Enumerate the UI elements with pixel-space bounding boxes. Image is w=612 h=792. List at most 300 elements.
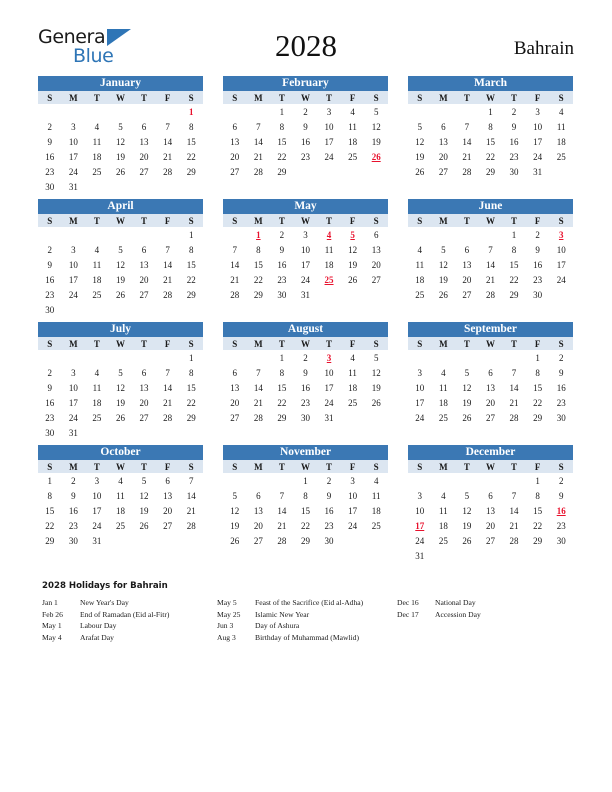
- day-cell: 12: [115, 136, 125, 147]
- logo-general-text: General: [38, 26, 111, 48]
- day-cell: 6: [256, 490, 261, 501]
- day-cell-empty: [549, 164, 573, 179]
- day-cell: 11: [92, 259, 102, 270]
- day-cell: 7: [256, 367, 261, 378]
- day-cell: 21: [509, 397, 519, 408]
- day-cell-holiday: 3: [558, 229, 564, 240]
- day-cell: 19: [139, 505, 149, 516]
- day-cell: 6: [141, 121, 147, 132]
- day-cell: 23: [300, 151, 310, 162]
- day-cell: 17: [68, 397, 78, 408]
- week-row: [408, 473, 573, 488]
- day-cell: 7: [165, 121, 170, 132]
- weekday-header-cell: T: [317, 91, 341, 104]
- day-cell: 23: [45, 166, 55, 177]
- day-cell-empty: [156, 179, 180, 194]
- day-cell: 19: [462, 520, 472, 531]
- month-name-label: July: [38, 322, 203, 337]
- day-cell: 22: [277, 397, 287, 408]
- day-cell: 9: [558, 490, 564, 501]
- month-name-label: August: [223, 322, 388, 337]
- month-table: [38, 337, 203, 440]
- day-cell: 25: [556, 151, 566, 162]
- holiday-date: May 1: [42, 621, 62, 631]
- day-cell: 9: [558, 367, 564, 378]
- day-cell: 5: [141, 475, 147, 486]
- day-cell: 16: [324, 505, 334, 516]
- weekday-header-cell: S: [38, 91, 62, 104]
- weekday-header-cell: W: [109, 91, 133, 104]
- day-cell: 15: [533, 382, 543, 393]
- month-table: [223, 214, 388, 302]
- holidays-column: [397, 597, 572, 643]
- month-block-january: [38, 76, 203, 199]
- day-cell-holiday: 25: [324, 274, 334, 285]
- page-header: [38, 24, 574, 68]
- day-cell: 6: [488, 490, 493, 501]
- day-cell: 6: [441, 121, 446, 132]
- week-row: [38, 473, 203, 488]
- day-cell: 24: [300, 274, 310, 285]
- weekday-header-cell: F: [156, 460, 180, 473]
- day-cell-empty: [109, 227, 133, 242]
- week-row: [38, 380, 203, 395]
- month-table: [408, 337, 573, 425]
- day-cell: 17: [324, 136, 334, 147]
- day-cell: 4: [373, 475, 379, 486]
- day-cell: 10: [68, 136, 78, 147]
- holiday-name: Arafat Day: [80, 632, 114, 642]
- day-cell-empty: [156, 227, 180, 242]
- holiday-list-item: [397, 609, 572, 621]
- week-row: [223, 104, 388, 119]
- week-row: [223, 149, 388, 164]
- day-cell-empty: [479, 350, 503, 365]
- day-cell: 1: [535, 475, 540, 486]
- day-cell-holiday: 3: [326, 352, 332, 363]
- weekday-header-cell: S: [408, 91, 432, 104]
- day-cell: 27: [230, 412, 240, 423]
- weekday-header-cell: S: [223, 337, 247, 350]
- weekday-header-cell: T: [270, 337, 294, 350]
- holiday-list-item: [42, 620, 217, 632]
- day-cell-empty: [341, 410, 365, 425]
- week-row: [38, 395, 203, 410]
- day-cell: 30: [277, 289, 287, 300]
- weekday-header-cell: F: [156, 91, 180, 104]
- day-cell-empty: [223, 227, 247, 242]
- holiday-name: Birthday of Muhammad (Mawlid): [255, 632, 359, 642]
- day-cell: 31: [68, 181, 78, 192]
- day-cell: 30: [556, 412, 566, 423]
- month-table: [38, 214, 203, 317]
- day-cell-empty: [341, 287, 365, 302]
- month-name-label: April: [38, 199, 203, 214]
- week-row: [38, 410, 203, 425]
- day-cell: 17: [556, 259, 566, 270]
- weekday-header-row: [38, 460, 203, 473]
- day-cell-empty: [85, 227, 109, 242]
- day-cell: 28: [277, 535, 287, 546]
- day-cell: 23: [324, 520, 334, 531]
- day-cell-empty: [132, 302, 156, 317]
- day-cell-empty: [179, 425, 203, 440]
- day-cell: 31: [68, 427, 78, 438]
- day-cell: 29: [253, 289, 263, 300]
- week-row: [223, 488, 388, 503]
- day-cell: 8: [511, 244, 517, 255]
- weekday-header-cell: W: [294, 91, 318, 104]
- holiday-date: May 25: [217, 609, 241, 619]
- day-cell: 21: [253, 397, 263, 408]
- day-cell-empty: [432, 548, 456, 563]
- day-cell: 13: [230, 382, 240, 393]
- day-cell: 7: [511, 367, 517, 378]
- day-cell: 12: [462, 505, 472, 516]
- holiday-list-item: [42, 632, 217, 644]
- weekday-header-cell: M: [432, 214, 456, 227]
- day-cell: 16: [68, 505, 78, 516]
- weekday-header-cell: T: [132, 214, 156, 227]
- day-cell: 10: [68, 382, 78, 393]
- day-cell: 8: [279, 367, 285, 378]
- day-cell: 24: [348, 520, 358, 531]
- day-cell: 26: [139, 520, 149, 531]
- day-cell: 29: [186, 166, 196, 177]
- weekday-header-row: [223, 460, 388, 473]
- weekday-header-cell: M: [247, 214, 271, 227]
- month-table: [38, 460, 203, 548]
- day-cell: 28: [163, 289, 173, 300]
- week-row: [408, 257, 573, 272]
- day-cell: 22: [253, 274, 263, 285]
- day-cell: 11: [348, 121, 357, 132]
- day-cell: 14: [253, 136, 263, 147]
- day-cell: 26: [371, 397, 381, 408]
- day-cell-empty: [223, 350, 247, 365]
- day-cell: 31: [533, 166, 543, 177]
- day-cell: 20: [230, 151, 240, 162]
- day-cell: 15: [186, 382, 196, 393]
- day-cell: 25: [438, 535, 448, 546]
- week-row: [38, 242, 203, 257]
- day-cell: 15: [533, 505, 543, 516]
- day-cell: 29: [533, 535, 543, 546]
- weekday-header-cell: S: [223, 214, 247, 227]
- day-cell: 30: [556, 535, 566, 546]
- day-cell: 13: [371, 244, 381, 255]
- holidays-column: [217, 597, 397, 643]
- day-cell: 10: [415, 382, 425, 393]
- week-row: [38, 287, 203, 302]
- week-row: [38, 149, 203, 164]
- day-cell: 23: [300, 397, 310, 408]
- weekday-header-cell: W: [479, 460, 503, 473]
- day-cell-empty: [408, 104, 432, 119]
- day-cell: 24: [68, 289, 78, 300]
- weekday-header-cell: S: [223, 460, 247, 473]
- day-cell-empty: [109, 533, 133, 548]
- day-cell: 23: [556, 397, 566, 408]
- day-cell: 26: [438, 289, 448, 300]
- day-cell: 13: [485, 382, 495, 393]
- day-cell-empty: [85, 179, 109, 194]
- weekday-header-cell: T: [85, 460, 109, 473]
- day-cell: 26: [115, 289, 125, 300]
- weekday-header-cell: S: [179, 214, 203, 227]
- week-row: [223, 503, 388, 518]
- week-row: [223, 272, 388, 287]
- week-row: [38, 533, 203, 548]
- day-cell: 16: [277, 259, 287, 270]
- day-cell: 27: [253, 535, 263, 546]
- day-cell: 14: [462, 136, 472, 147]
- day-cell: 8: [47, 490, 53, 501]
- day-cell: 10: [348, 490, 358, 501]
- day-cell: 27: [139, 166, 149, 177]
- weekday-header-row: [223, 214, 388, 227]
- day-cell-empty: [156, 425, 180, 440]
- week-row: [223, 518, 388, 533]
- weekday-header-cell: M: [247, 460, 271, 473]
- day-cell: 2: [303, 352, 308, 363]
- weekday-header-cell: T: [270, 91, 294, 104]
- day-cell: 18: [324, 259, 334, 270]
- day-cell: 2: [303, 106, 308, 117]
- day-cell: 17: [415, 397, 425, 408]
- day-cell: 1: [279, 352, 285, 363]
- day-cell: 5: [373, 352, 379, 363]
- day-cell: 13: [230, 136, 240, 147]
- day-cell: 12: [371, 121, 381, 132]
- weekday-header-cell: M: [62, 91, 86, 104]
- day-cell-empty: [85, 350, 109, 365]
- day-cell: 15: [300, 505, 310, 516]
- day-cell: 29: [509, 289, 519, 300]
- weekday-header-cell: W: [109, 460, 133, 473]
- day-cell: 4: [94, 244, 100, 255]
- day-cell: 2: [558, 352, 564, 363]
- day-cell: 20: [139, 274, 149, 285]
- weekday-header-cell: F: [526, 214, 550, 227]
- day-cell: 25: [371, 520, 381, 531]
- day-cell-empty: [62, 104, 86, 119]
- day-cell: 10: [415, 505, 425, 516]
- day-cell-empty: [408, 227, 432, 242]
- week-row: [223, 164, 388, 179]
- day-cell: 7: [165, 244, 170, 255]
- day-cell: 12: [115, 382, 125, 393]
- day-cell: 2: [47, 121, 53, 132]
- day-cell: 27: [438, 166, 448, 177]
- day-cell: 3: [350, 475, 355, 486]
- week-row: [408, 149, 573, 164]
- weekday-header-cell: S: [364, 214, 388, 227]
- week-row: [408, 242, 573, 257]
- day-cell: 24: [92, 520, 102, 531]
- weekday-header-row: [38, 214, 203, 227]
- day-cell: 4: [94, 367, 100, 378]
- day-cell: 18: [92, 397, 102, 408]
- weekday-header-cell: F: [156, 214, 180, 227]
- day-cell: 18: [348, 136, 358, 147]
- month-name-label: March: [408, 76, 573, 91]
- day-cell: 28: [163, 412, 173, 423]
- day-cell: 24: [556, 274, 566, 285]
- month-block-february: [223, 76, 388, 199]
- weekday-header-cell: W: [479, 214, 503, 227]
- day-cell: 26: [348, 274, 358, 285]
- day-cell-empty: [109, 104, 133, 119]
- day-cell-empty: [132, 179, 156, 194]
- weekday-header-cell: F: [526, 337, 550, 350]
- day-cell-empty: [223, 473, 247, 488]
- holiday-name: Islamic New Year: [255, 609, 310, 619]
- day-cell: 25: [115, 520, 125, 531]
- week-row: [38, 350, 203, 365]
- weekday-header-cell: S: [364, 460, 388, 473]
- day-cell: 5: [118, 244, 123, 255]
- day-cell: 29: [533, 412, 543, 423]
- day-cell: 12: [462, 382, 472, 393]
- day-cell: 19: [230, 520, 240, 531]
- weekday-header-cell: S: [408, 337, 432, 350]
- weekday-header-cell: W: [479, 337, 503, 350]
- day-cell: 14: [509, 505, 519, 516]
- day-cell-empty: [408, 350, 432, 365]
- day-cell-empty: [526, 548, 550, 563]
- month-block-october: [38, 445, 203, 568]
- day-cell: 28: [253, 166, 263, 177]
- week-row: [223, 350, 388, 365]
- day-cell-empty: [62, 227, 86, 242]
- day-cell: 17: [68, 151, 78, 162]
- day-cell: 9: [47, 259, 53, 270]
- week-row: [223, 134, 388, 149]
- day-cell: 13: [462, 259, 472, 270]
- week-row: [38, 104, 203, 119]
- day-cell: 28: [509, 535, 519, 546]
- weekday-header-cell: T: [455, 91, 479, 104]
- day-cell: 20: [230, 397, 240, 408]
- day-cell-empty: [432, 227, 456, 242]
- day-cell: 6: [373, 229, 379, 240]
- day-cell: 11: [556, 121, 566, 132]
- weekday-header-cell: W: [294, 214, 318, 227]
- day-cell: 17: [348, 505, 358, 516]
- day-cell: 25: [415, 289, 425, 300]
- day-cell: 15: [186, 136, 196, 147]
- day-cell: 14: [509, 382, 519, 393]
- day-cell: 20: [371, 259, 381, 270]
- day-cell-empty: [156, 104, 180, 119]
- day-cell: 30: [45, 427, 55, 438]
- day-cell: 17: [300, 259, 310, 270]
- day-cell: 6: [141, 367, 147, 378]
- holiday-name: Feast of the Sacrifice (Eid al-Adha): [255, 598, 364, 607]
- day-cell: 9: [326, 490, 332, 501]
- day-cell-empty: [408, 473, 432, 488]
- weekday-header-cell: S: [549, 214, 573, 227]
- month-table: [408, 214, 573, 302]
- day-cell-holiday: 16: [556, 505, 566, 516]
- day-cell: 20: [485, 397, 495, 408]
- weekday-header-cell: T: [502, 460, 526, 473]
- day-cell-empty: [502, 473, 526, 488]
- weekday-header-row: [408, 337, 573, 350]
- day-cell: 17: [533, 136, 543, 147]
- day-cell: 20: [462, 274, 472, 285]
- day-cell: 23: [509, 151, 519, 162]
- day-cell: 1: [47, 475, 53, 486]
- day-cell-empty: [341, 533, 365, 548]
- day-cell: 12: [348, 244, 358, 255]
- weekday-header-cell: S: [38, 337, 62, 350]
- weekday-header-cell: T: [132, 460, 156, 473]
- day-cell-empty: [156, 302, 180, 317]
- week-row: [223, 257, 388, 272]
- day-cell: 27: [230, 166, 240, 177]
- day-cell: 31: [415, 550, 425, 561]
- week-row: [408, 503, 573, 518]
- weekday-header-cell: T: [455, 460, 479, 473]
- holiday-date: May 4: [42, 632, 62, 642]
- day-cell: 1: [188, 352, 194, 363]
- month-block-may: [223, 199, 388, 322]
- day-cell: 2: [47, 367, 53, 378]
- weekday-header-cell: S: [364, 337, 388, 350]
- day-cell-empty: [432, 104, 456, 119]
- day-cell: 11: [92, 136, 102, 147]
- month-block-september: [408, 322, 573, 445]
- weekday-header-row: [408, 214, 573, 227]
- day-cell: 8: [279, 121, 285, 132]
- day-cell: 6: [464, 244, 470, 255]
- day-cell: 13: [139, 259, 149, 270]
- week-row: [38, 227, 203, 242]
- day-cell: 10: [556, 244, 566, 255]
- day-cell: 2: [511, 106, 517, 117]
- holiday-list-item: [217, 609, 397, 621]
- day-cell: 9: [303, 121, 308, 132]
- day-cell: 25: [438, 412, 448, 423]
- week-row: [408, 287, 573, 302]
- day-cell: 10: [324, 121, 334, 132]
- day-cell: 9: [279, 244, 285, 255]
- day-cell: 29: [186, 412, 196, 423]
- day-cell-empty: [364, 164, 388, 179]
- day-cell: 14: [230, 259, 240, 270]
- holiday-date: Jun 3: [217, 621, 234, 631]
- day-cell: 19: [438, 274, 448, 285]
- day-cell: 21: [277, 520, 287, 531]
- day-cell: 17: [68, 274, 78, 285]
- day-cell-empty: [364, 533, 388, 548]
- day-cell: 21: [163, 151, 173, 162]
- holiday-name: New Year's Day: [80, 598, 129, 607]
- day-cell: 23: [45, 412, 55, 423]
- day-cell-empty: [179, 302, 203, 317]
- month-table: [223, 460, 388, 548]
- day-cell: 3: [535, 106, 540, 117]
- holiday-date: May 5: [217, 598, 237, 607]
- day-cell: 16: [45, 397, 55, 408]
- day-cell-holiday: 1: [188, 106, 194, 117]
- day-cell: 6: [232, 121, 238, 132]
- day-cell-empty: [317, 287, 341, 302]
- day-cell: 12: [139, 490, 149, 501]
- day-cell-empty: [109, 425, 133, 440]
